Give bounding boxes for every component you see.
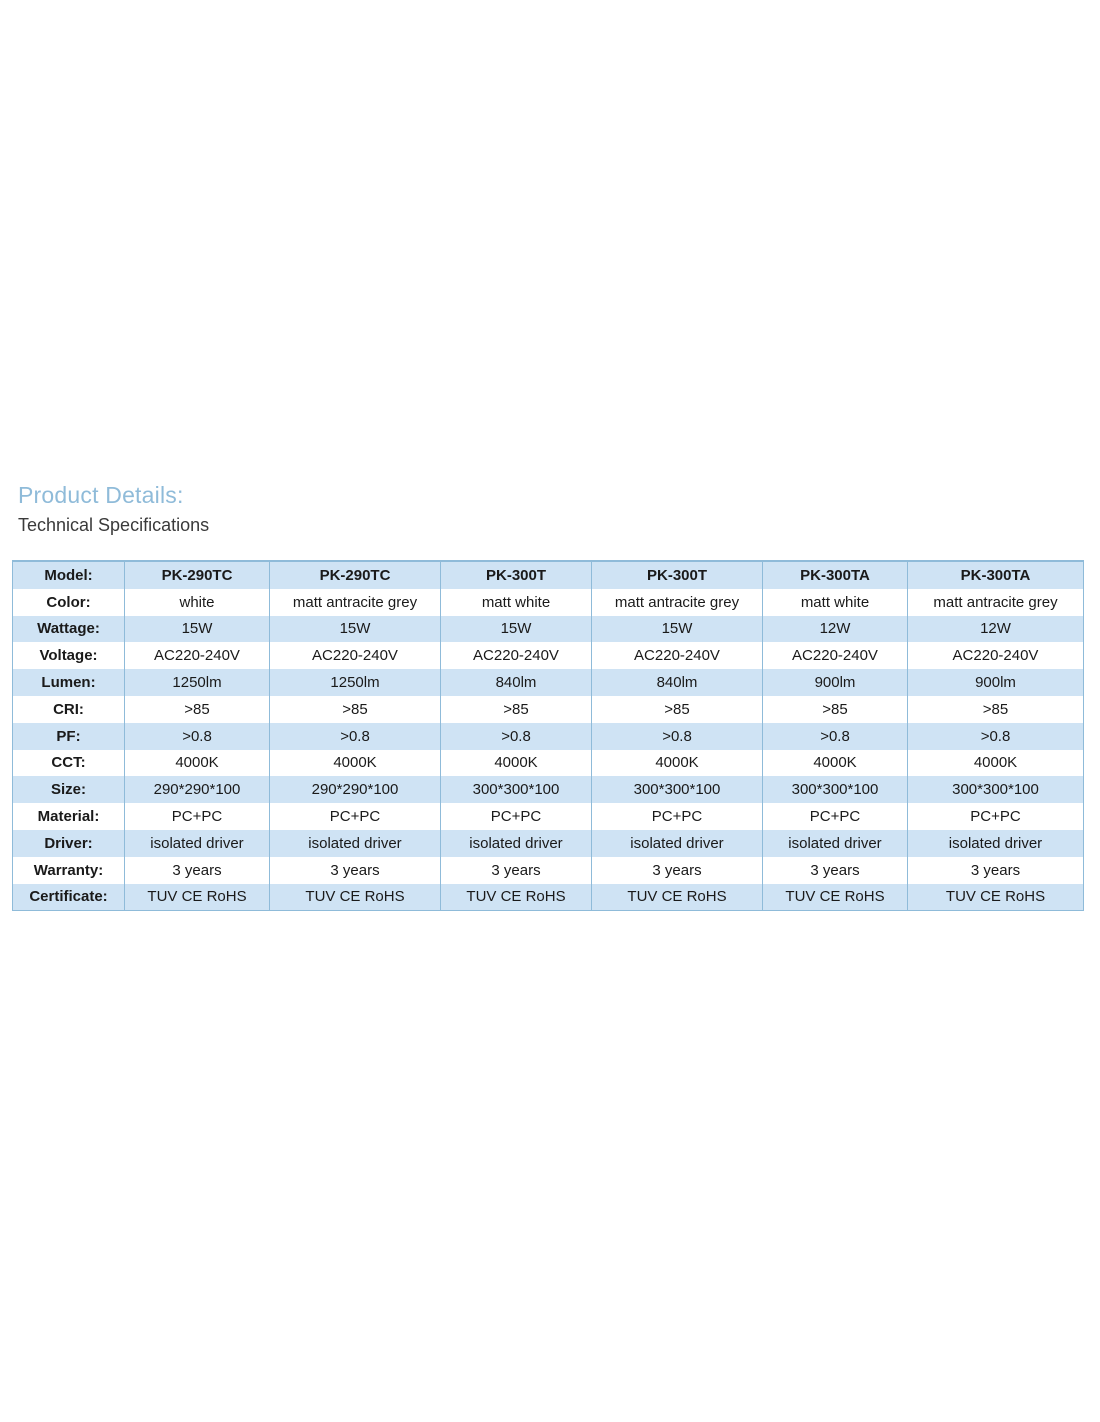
- spec-value-cell: >0.8: [592, 723, 763, 750]
- spec-value-cell: >0.8: [125, 723, 270, 750]
- row-label: PF:: [13, 723, 125, 750]
- spec-value-cell: 4000K: [441, 750, 592, 777]
- spec-value-cell: isolated driver: [763, 830, 908, 857]
- table-row: [13, 750, 1084, 777]
- table-row: [13, 723, 1084, 750]
- spec-value-cell: 4000K: [125, 750, 270, 777]
- spec-value-cell: 1250lm: [270, 669, 441, 696]
- row-label: Lumen:: [13, 669, 125, 696]
- spec-value-cell: isolated driver: [908, 830, 1084, 857]
- spec-value-cell: isolated driver: [592, 830, 763, 857]
- table-row: [13, 642, 1084, 669]
- spec-value-cell: 15W: [270, 616, 441, 643]
- spec-value-cell: matt white: [441, 589, 592, 616]
- spec-value-cell: AC220-240V: [125, 642, 270, 669]
- spec-value-cell: 15W: [125, 616, 270, 643]
- spec-value-cell: TUV CE RoHS: [908, 884, 1084, 911]
- table-row: [13, 669, 1084, 696]
- spec-value-cell: 4000K: [763, 750, 908, 777]
- row-label: Certificate:: [13, 884, 125, 911]
- spec-value-cell: >0.8: [908, 723, 1084, 750]
- row-label: Voltage:: [13, 642, 125, 669]
- row-label: Driver:: [13, 830, 125, 857]
- spec-value-cell: 900lm: [908, 669, 1084, 696]
- spec-value-cell: AC220-240V: [763, 642, 908, 669]
- spec-value-cell: 4000K: [908, 750, 1084, 777]
- spec-value-cell: matt antracite grey: [270, 589, 441, 616]
- spec-value-cell: AC220-240V: [270, 642, 441, 669]
- row-label: Wattage:: [13, 616, 125, 643]
- spec-value-cell: TUV CE RoHS: [763, 884, 908, 911]
- model-cell: PK-300TA: [908, 561, 1084, 589]
- table-row: [13, 830, 1084, 857]
- spec-value-cell: >85: [592, 696, 763, 723]
- spec-value-cell: matt antracite grey: [592, 589, 763, 616]
- spec-value-cell: 3 years: [441, 857, 592, 884]
- spec-value-cell: 300*300*100: [763, 776, 908, 803]
- spec-value-cell: 300*300*100: [592, 776, 763, 803]
- spec-value-cell: 3 years: [592, 857, 763, 884]
- model-cell: PK-290TC: [125, 561, 270, 589]
- spec-value-cell: 840lm: [592, 669, 763, 696]
- section-heading: Product Details:: [18, 482, 184, 508]
- model-cell: PK-300TA: [763, 561, 908, 589]
- spec-value-cell: >85: [763, 696, 908, 723]
- spec-value-cell: PC+PC: [908, 803, 1084, 830]
- spec-value-cell: >85: [270, 696, 441, 723]
- row-label: Model:: [13, 561, 125, 589]
- spec-value-cell: >85: [125, 696, 270, 723]
- table-row: [13, 884, 1084, 911]
- spec-value-cell: TUV CE RoHS: [270, 884, 441, 911]
- spec-value-cell: TUV CE RoHS: [592, 884, 763, 911]
- row-label: CRI:: [13, 696, 125, 723]
- row-label: CCT:: [13, 750, 125, 777]
- spec-value-cell: 290*290*100: [125, 776, 270, 803]
- spec-value-cell: PC+PC: [592, 803, 763, 830]
- spec-value-cell: PC+PC: [441, 803, 592, 830]
- spec-value-cell: 15W: [441, 616, 592, 643]
- spec-value-cell: 3 years: [763, 857, 908, 884]
- row-label: Material:: [13, 803, 125, 830]
- table-header-row: [13, 561, 1084, 589]
- spec-value-cell: 900lm: [763, 669, 908, 696]
- row-label: Warranty:: [13, 857, 125, 884]
- spec-value-cell: 3 years: [908, 857, 1084, 884]
- spec-value-cell: >85: [441, 696, 592, 723]
- table-row: [13, 589, 1084, 616]
- spec-value-cell: TUV CE RoHS: [441, 884, 592, 911]
- spec-value-cell: matt antracite grey: [908, 589, 1084, 616]
- spec-value-cell: TUV CE RoHS: [125, 884, 270, 911]
- spec-value-cell: 12W: [763, 616, 908, 643]
- spec-value-cell: PC+PC: [763, 803, 908, 830]
- table-row: [13, 696, 1084, 723]
- row-label: Color:: [13, 589, 125, 616]
- spec-value-cell: 300*300*100: [441, 776, 592, 803]
- spec-value-cell: 300*300*100: [908, 776, 1084, 803]
- spec-value-cell: 12W: [908, 616, 1084, 643]
- spec-value-cell: 4000K: [592, 750, 763, 777]
- spec-value-cell: isolated driver: [270, 830, 441, 857]
- spec-value-cell: AC220-240V: [908, 642, 1084, 669]
- table-row: [13, 857, 1084, 884]
- spec-value-cell: isolated driver: [125, 830, 270, 857]
- row-label: Size:: [13, 776, 125, 803]
- model-cell: PK-290TC: [270, 561, 441, 589]
- model-cell: PK-300T: [592, 561, 763, 589]
- spec-value-cell: AC220-240V: [592, 642, 763, 669]
- table-row: [13, 776, 1084, 803]
- spec-value-cell: AC220-240V: [441, 642, 592, 669]
- spec-value-cell: >0.8: [441, 723, 592, 750]
- table-row: [13, 616, 1084, 643]
- spec-value-cell: isolated driver: [441, 830, 592, 857]
- spec-value-cell: 3 years: [125, 857, 270, 884]
- section-subheading: Technical Specifications: [18, 515, 210, 535]
- spec-value-cell: 15W: [592, 616, 763, 643]
- model-cell: PK-300T: [441, 561, 592, 589]
- table-row: [13, 803, 1084, 830]
- spec-value-cell: >0.8: [270, 723, 441, 750]
- spec-value-cell: 1250lm: [125, 669, 270, 696]
- spec-table: [12, 560, 1084, 911]
- spec-value-cell: 3 years: [270, 857, 441, 884]
- spec-value-cell: white: [125, 589, 270, 616]
- spec-value-cell: >0.8: [763, 723, 908, 750]
- spec-value-cell: 840lm: [441, 669, 592, 696]
- spec-value-cell: 290*290*100: [270, 776, 441, 803]
- spec-value-cell: matt white: [763, 589, 908, 616]
- spec-value-cell: >85: [908, 696, 1084, 723]
- spec-value-cell: PC+PC: [270, 803, 441, 830]
- spec-value-cell: PC+PC: [125, 803, 270, 830]
- spec-value-cell: 4000K: [270, 750, 441, 777]
